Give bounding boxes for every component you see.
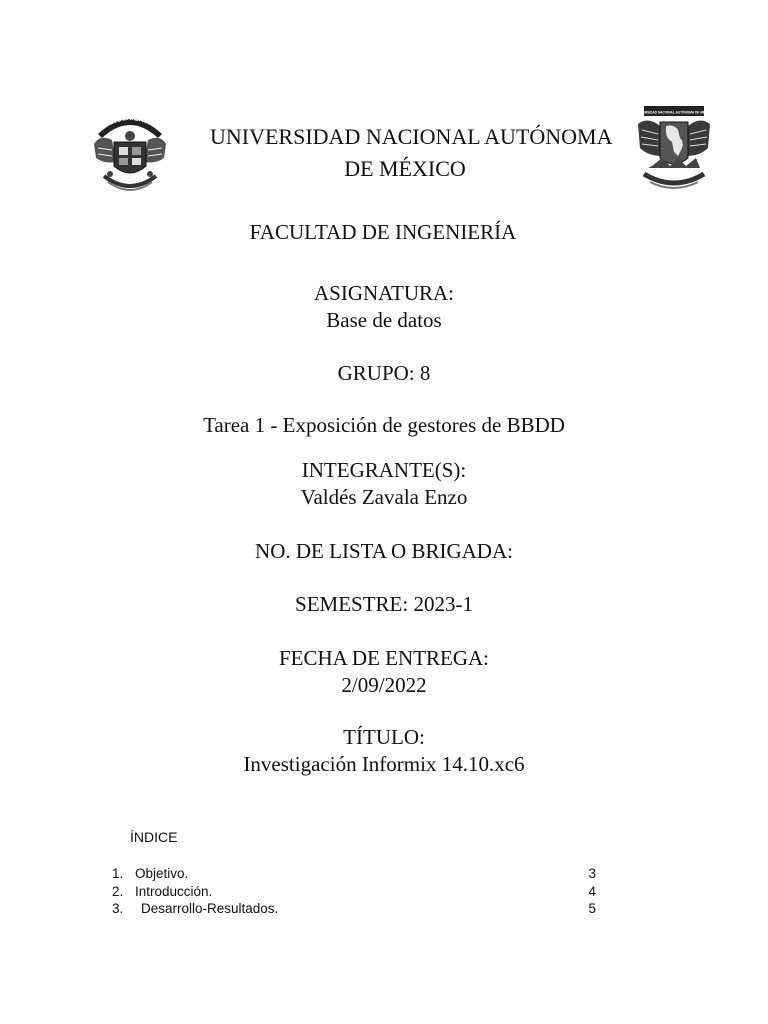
assignment-title: Tarea 1 - Exposición de gestores de BBDD: [203, 413, 565, 437]
members-value: Valdés Zavala Enzo: [300, 485, 468, 509]
toc-item-label: Desarrollo-Resultados.: [141, 901, 279, 916]
fi-eagle-seal-icon: [90, 104, 170, 198]
faculty-name: FACULTAD DE INGENIERÍA: [249, 220, 517, 244]
toc-item[interactable]: [112, 900, 602, 918]
toc-item-label: Introducción.: [135, 883, 213, 899]
table-of-contents: [112, 865, 602, 918]
subject-value: Base de datos: [326, 308, 442, 332]
toc-item-number: 2.: [112, 883, 124, 899]
subject-label: ASIGNATURA:: [313, 281, 454, 305]
group-label: GRUPO: 8: [337, 361, 431, 385]
members-label: INTEGRANTE(S):: [301, 458, 467, 482]
toc-item[interactable]: [112, 883, 602, 901]
right-logo-text: UNIVERSIDAD NACIONAL AUTÓNOMA DE MÉXICO: [635, 110, 713, 115]
toc-item-number: 1.: [112, 866, 124, 881]
university-name-line1: UNIVERSIDAD NACIONAL AUTÓNOMA: [210, 124, 613, 149]
delivery-date-value: 2/09/2022: [341, 673, 427, 697]
list-number-label: NO. DE LISTA O BRIGADA:: [255, 539, 513, 563]
semester-label: SEMESTRE: 2023-1: [295, 592, 473, 616]
left-logo-text: INGENIERÍA: [108, 114, 152, 127]
title-label: TÍTULO:: [343, 725, 425, 749]
toc-item-page: 4: [588, 883, 596, 899]
university-name-line2: DE MÉXICO: [344, 156, 466, 181]
toc-item-page: 5: [588, 901, 596, 916]
unam-seal-icon: [634, 104, 714, 194]
title-value: Investigación Informix 14.10.xc6: [243, 752, 525, 776]
toc-item-number: 3.: [112, 901, 124, 916]
toc-item[interactable]: [112, 865, 602, 883]
toc-item-page: 3: [588, 866, 596, 881]
toc-item-label: Objetivo.: [135, 866, 189, 881]
delivery-date-label: FECHA DE ENTREGA:: [279, 646, 489, 670]
toc-heading: ÍNDICE: [130, 829, 178, 845]
